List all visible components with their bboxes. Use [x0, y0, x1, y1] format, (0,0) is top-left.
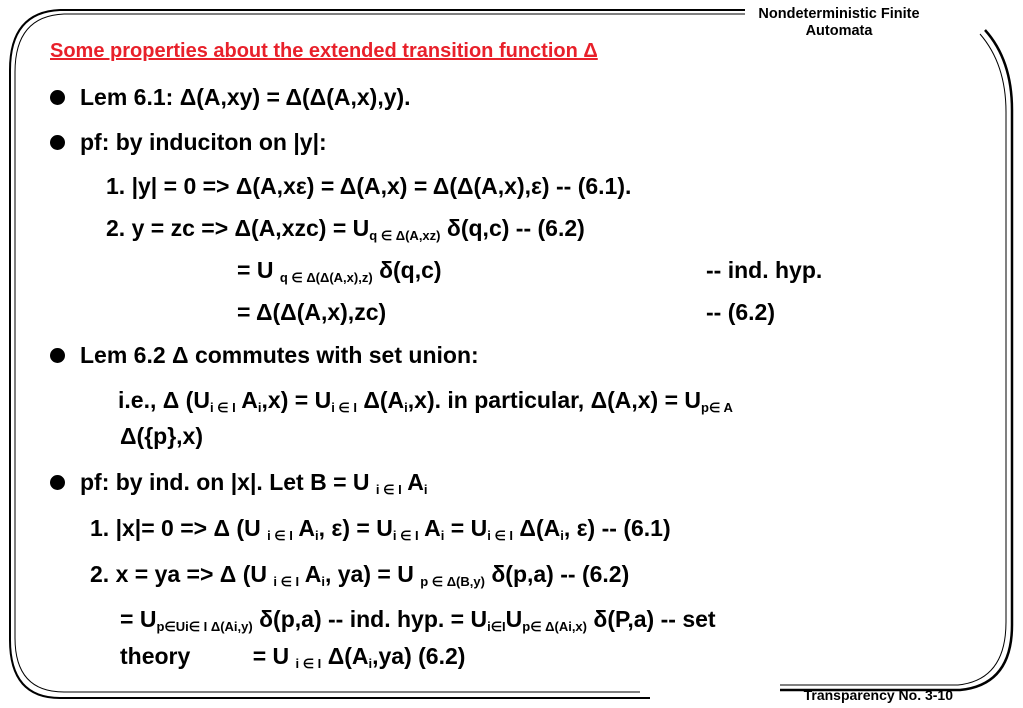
case2-subscript: q ∈ Δ(A,xz) [369, 228, 441, 243]
c2-c: , ya) = U [324, 561, 414, 587]
slide-subtitle: Some properties about the extended transition function Δ [50, 40, 598, 62]
c1-d: A [424, 515, 441, 541]
ie-text-d: Δ(A [363, 387, 405, 413]
ie-text-c: ,x) = U [261, 387, 332, 413]
c2-sub-2: i [321, 574, 325, 589]
slide-footer: Transparency No. 3-10 [803, 687, 953, 703]
proof-step-a [237, 256, 442, 284]
ie-sub-5: p∈ A [701, 400, 733, 415]
c1-g: , ε) -- (6.1) [563, 515, 671, 541]
bullet-icon [50, 90, 65, 105]
proof2-case-2 [90, 560, 629, 588]
header-title-line1: Nondeterministic Finite [758, 6, 920, 22]
proof-heading-1: pf: by induciton on |y|: [80, 129, 327, 155]
proof2-step-3 [120, 605, 716, 633]
case2-rest: δ(q,c) -- (6.2) [446, 215, 585, 241]
pf2-text: pf: by ind. on |x|. Let B = U [80, 469, 370, 495]
step-a-text: = U [237, 257, 274, 283]
proof2-step-4 [120, 642, 465, 670]
case2-text: 2. y = zc => Δ(A,xzc) = U [106, 215, 370, 241]
pf2-sub: i ∈ I [375, 482, 402, 497]
c1-sub-6: i [560, 528, 564, 543]
proof-heading-2 [80, 468, 427, 496]
c4-sub-1: i ∈ I [295, 656, 322, 671]
c2-sub-3: p ∈ Δ(B,y) [420, 574, 485, 589]
c3-b: δ(p,a) -- ind. hyp. = U [252, 606, 488, 632]
c4-c: Δ(A [327, 643, 369, 669]
c4-sub-2: i [368, 656, 373, 671]
ie-sub-1: i ∈ I [209, 400, 236, 415]
header-title-line2: Automata [805, 23, 873, 39]
slide-header [719, 6, 959, 40]
ie-sub-3: i ∈ I [331, 400, 357, 415]
c3-a: = U [120, 606, 157, 632]
c1-a: 1. |x|= 0 => Δ (U [90, 515, 261, 541]
c2-sub-1: i ∈ I [273, 574, 300, 589]
proof-case-2 [106, 214, 585, 242]
c1-sub-1: i ∈ I [267, 528, 293, 543]
pf2-rest: A [407, 469, 424, 495]
lemma-6-2-detail [96, 386, 733, 414]
c3-d: δ(P,a) -- set [587, 606, 716, 632]
c2-d: δ(p,a) -- (6.2) [491, 561, 630, 587]
c3-sub-2: i∈I [487, 619, 506, 634]
c2-b: A [304, 561, 322, 587]
c1-sub-5: i ∈ I [487, 528, 514, 543]
pf2-sub2: i [423, 482, 428, 497]
c4-a: theory [120, 643, 191, 669]
lemma-6-1: Lem 6.1: Δ(A,xy) = Δ(Δ(A,x),y). [80, 84, 411, 110]
c3-c: U [505, 606, 523, 632]
ie-sub-2: i [257, 400, 262, 415]
c1-sub-4: i [440, 528, 445, 543]
c2-a: 2. x = ya => Δ (U [90, 561, 267, 587]
c1-sub-2: i [315, 528, 319, 543]
bullet-icon [50, 475, 65, 490]
step-a-rest: δ(q,c) [379, 257, 442, 283]
c3-sub-1: p∈Ui∈ I Δ(Ai,y) [156, 619, 253, 634]
c1-e: = U [444, 515, 488, 541]
step-a-note: -- ind. hyp. [706, 257, 823, 283]
proof-case-1: 1. |y| = 0 => Δ(A,xε) = Δ(A,x) = Δ(Δ(A,x),ε) -- (6.1). [106, 173, 632, 199]
c1-c: , ε) = U [318, 515, 393, 541]
ie-text-b: A [241, 387, 258, 413]
bullet-icon [50, 348, 65, 363]
lemma-6-2-detail-cont: Δ({p},x) [120, 423, 203, 449]
lemma-6-2: Lem 6.2 Δ commutes with set union: [80, 342, 479, 368]
c3-sub-3: p∈ Δ(Ai,x) [522, 619, 587, 634]
c1-b: A [298, 515, 316, 541]
bullet-icon [50, 135, 65, 150]
step-b-note: -- (6.2) [706, 299, 775, 325]
c1-sub-3: i ∈ I [392, 528, 419, 543]
proof-step-b: = Δ(Δ(A,x),zc) [237, 299, 387, 325]
c1-f: Δ(A [519, 515, 561, 541]
proof2-case-1 [90, 514, 671, 542]
c4-b: = U [252, 643, 290, 669]
ie-text-e: ,x). in particular, Δ(A,x) = U [407, 387, 702, 413]
ie-sub-4: i [404, 400, 408, 415]
ie-text-a: i.e., Δ (U [118, 387, 210, 413]
step-a-subscript: q ∈ Δ(Δ(A,x),z) [279, 270, 373, 285]
c4-d: ,ya) (6.2) [372, 643, 466, 669]
